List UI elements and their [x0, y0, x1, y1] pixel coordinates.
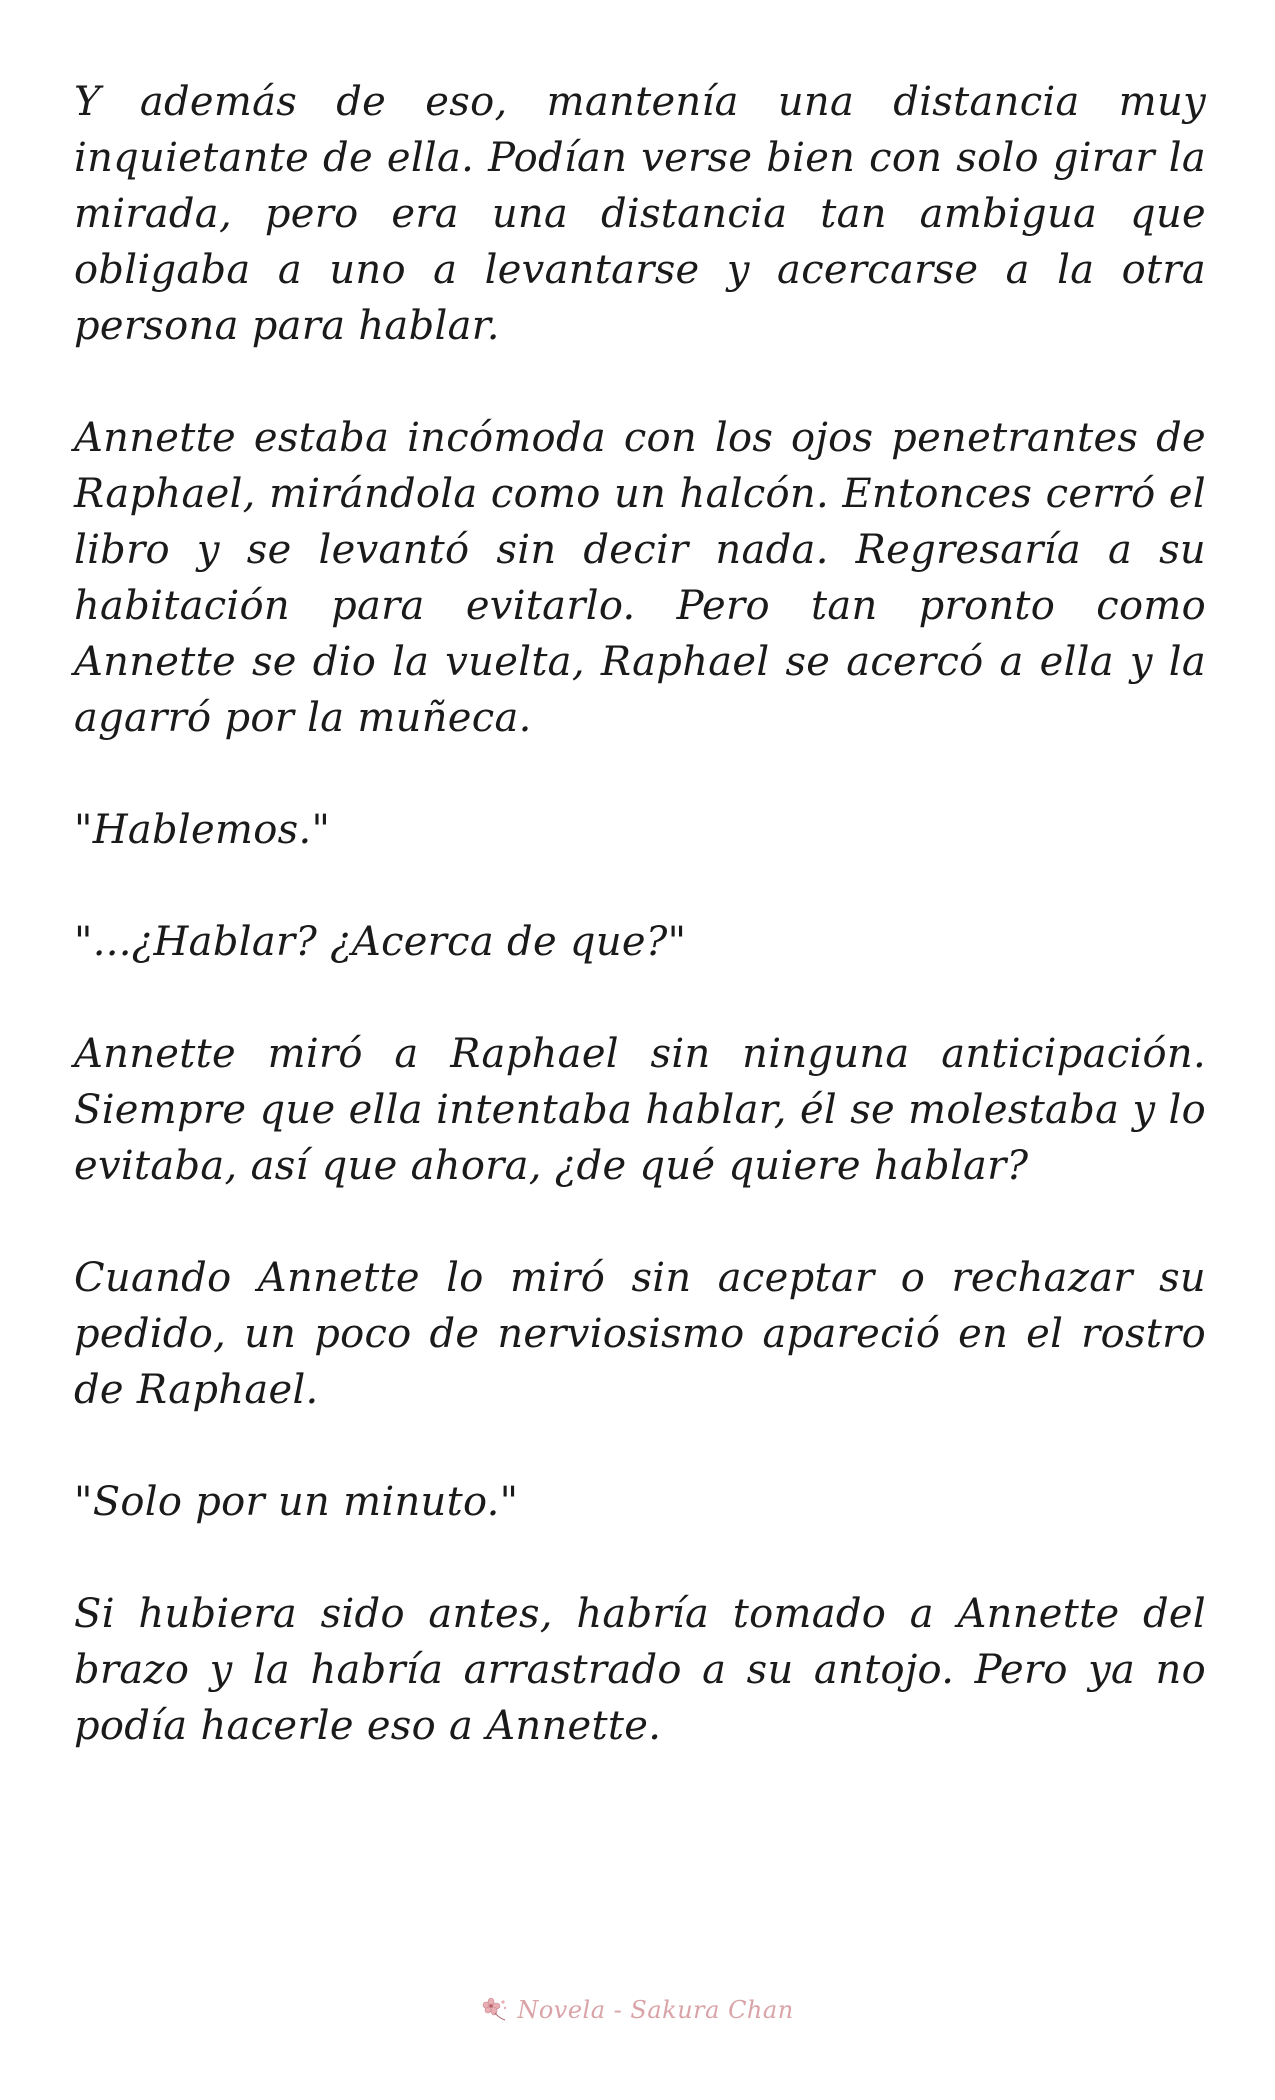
dialogue-3: "Solo por un minuto."	[74, 1479, 519, 1525]
dialogue-1: "Hablemos."	[74, 807, 331, 853]
paragraph-3: Annette miró a Raphael sin ninguna anticipación. Siempre que ella intentaba hablar, él se molestaba y lo evitaba, así que ahora, ¿de qué quiere hablar?	[74, 1031, 1206, 1189]
paragraph-2: Annette estaba incómoda con los ojos penetrantes de Raphael, mirándola como un halcón. Entonces cerró el libro y se levantó sin decir nada. Regresaría a su habitación para evitarlo. Pero tan pronto como Annette se dio la vuelta, Raphael se acercó a ella y la agarró por la muñeca.	[74, 415, 1206, 741]
watermark-text: Novela - Sakura Chan	[517, 1996, 794, 2024]
watermark	[0, 1990, 1275, 2030]
paragraph-4: Cuando Annette lo miró sin aceptar o rechazar su pedido, un poco de nerviosismo apareció en el rostro de Raphael.	[74, 1255, 1206, 1413]
novel-text	[74, 74, 1206, 1810]
cherry-blossom-icon	[481, 1996, 509, 2024]
dialogue-2: "...¿Hablar? ¿Acerca de que?"	[74, 919, 687, 965]
paragraph-5: Si hubiera sido antes, habría tomado a Annette del brazo y la habría arrastrado a su antojo. Pero ya no podía hacerle eso a Annette.	[74, 1591, 1206, 1749]
paragraph-1: Y además de eso, mantenía una distancia muy inquietante de ella. Podían verse bien con solo girar la mirada, pero era una distancia tan ambigua que obligaba a uno a levantarse y acercarse a la otra persona para hablar.	[74, 79, 1206, 349]
